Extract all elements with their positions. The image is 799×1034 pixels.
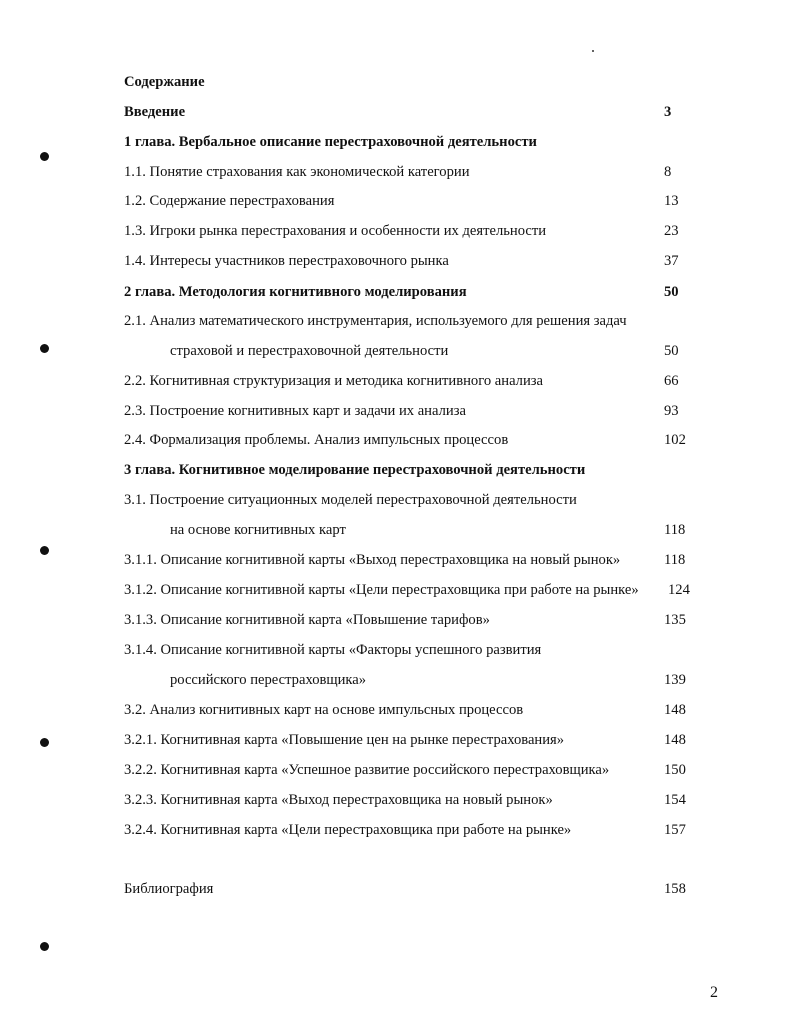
toc-entry-text: 3.2.2. Когнитивная карта «Успешное развитие российского перестраховщика»	[124, 762, 610, 778]
toc-entry-text: на основе когнитивных карт	[170, 522, 346, 538]
toc-entry-page: 118	[664, 552, 686, 568]
margin-bullet	[40, 738, 49, 747]
toc-entry-page: 124	[668, 582, 690, 598]
toc-entry-text: 3.1.3. Описание когнитивной карта «Повышение тарифов»	[124, 612, 490, 628]
toc-entry-text: 1.3. Игроки рынка перестрахования и особенности их деятельности	[124, 223, 547, 239]
toc-entry-text: 3.1. Построение ситуационных моделей перестраховочной деятельности	[124, 492, 577, 508]
margin-bullet	[40, 344, 49, 353]
toc-entry-text: 2.2. Когнитивная структуризация и методика когнитивного анализа	[124, 373, 544, 389]
margin-bullet	[40, 942, 49, 951]
toc-entry-page: 3	[664, 104, 672, 120]
toc-entry-text: 3.2.1. Когнитивная карта «Повышение цен на рынке перестрахования»	[124, 732, 565, 748]
toc-entry-text: российского перестраховщика»	[170, 672, 367, 688]
toc-entry-page: 148	[664, 732, 686, 748]
toc-entry-text: 2.4. Формализация проблемы. Анализ импульсных процессов	[124, 432, 509, 448]
toc-entry-text: Введение	[124, 104, 186, 120]
toc-entry-text: 3.1.2. Описание когнитивной карты «Цели перестраховщика при работе на рынке»	[124, 582, 639, 598]
toc-entry-text: страховой и перестраховочной деятельности	[170, 343, 449, 359]
margin-bullet	[40, 546, 49, 555]
toc-entry-page: 37	[664, 253, 679, 269]
toc-entry-page: 50	[664, 284, 679, 300]
toc-entry-page: 13	[664, 193, 679, 209]
toc-entry-page: 135	[664, 612, 686, 628]
toc-entry-text: 1.4. Интересы участников перестраховочного рынка	[124, 253, 449, 269]
toc-entry-text: 1.2. Содержание перестрахования	[124, 193, 335, 209]
toc-entry-text: 2 глава. Методология когнитивного моделирования	[124, 284, 467, 300]
margin-bullet	[40, 152, 49, 161]
toc-entry-page: 154	[664, 792, 686, 808]
toc-entry-text: 3.2.4. Когнитивная карта «Цели перестраховщика при работе на рынке»	[124, 822, 572, 838]
toc-entry-text: 1.1. Понятие страхования как экономической категории	[124, 164, 470, 180]
toc-entry-page: 102	[664, 432, 686, 448]
toc-entry-text: 3.1.1. Описание когнитивной карты «Выход перестраховщика на новый рынок»	[124, 552, 621, 568]
toc-entry-page: 93	[664, 403, 679, 419]
toc-entry-page: 50	[664, 343, 679, 359]
toc-entry-page: 148	[664, 702, 686, 718]
toc-entry-text: Библиография	[124, 881, 214, 897]
toc-entry-text: 3 глава. Когнитивное моделирование перестраховочной деятельности	[124, 462, 586, 478]
toc-entry-page: 158	[664, 881, 686, 897]
toc-entry-page: 139	[664, 672, 686, 688]
toc-entry-page: 118	[664, 522, 686, 538]
toc-entry-text: 2.1. Анализ математического инструментария, используемого для решения задач	[124, 313, 627, 329]
toc-entry-text: 3.2. Анализ когнитивных карт на основе импульсных процессов	[124, 702, 524, 718]
toc-entry-text: 3.2.3. Когнитивная карта «Выход перестраховщика на новый рынок»	[124, 792, 553, 808]
toc-entry-page: 150	[664, 762, 686, 778]
toc-entry-page: 23	[664, 223, 679, 239]
toc-entry-page: 8	[664, 164, 672, 180]
toc-entry-text: 3.1.4. Описание когнитивной карты «Факторы успешного развития	[124, 642, 542, 658]
toc-entry-text: 2.3. Построение когнитивных карт и задачи их анализа	[124, 403, 466, 419]
toc-entry-text: 1 глава. Вербальное описание перестраховочной деятельности	[124, 134, 537, 150]
page-number: 2	[710, 984, 718, 1001]
dust-speck	[592, 50, 594, 52]
toc-title: Содержание	[124, 74, 205, 90]
toc-entry-page: 66	[664, 373, 679, 389]
toc-entry-page: 157	[664, 822, 686, 838]
